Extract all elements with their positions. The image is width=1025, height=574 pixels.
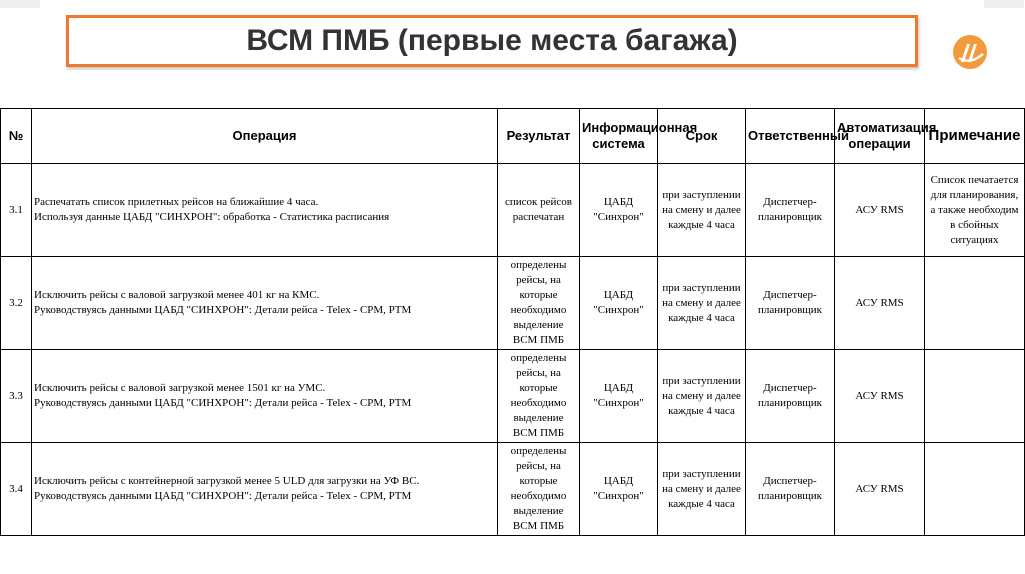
header-automation: Автоматизация операции [835,109,925,164]
row-result: определены рейсы, на которые необходимо выделение ВСМ ПМБ [498,257,580,350]
row-note: Список печатается для планирования, а также необходим в сбойных ситуациях [925,164,1025,257]
row-automation: АСУ RMS [835,350,925,443]
row-deadline: при заступлении на смену и далее каждые 4 часа [658,164,746,257]
table-row [1,443,1025,536]
header-operation: Операция [32,109,498,164]
row-result: определены рейсы, на которые необходимо выделение ВСМ ПМБ [498,350,580,443]
row-result: список рейсов распечатан [498,164,580,257]
row-num: 3.3 [1,350,32,443]
header-num: № [1,109,32,164]
row-responsible: Диспетчер-планировщик [746,443,835,536]
table-header-row [1,109,1025,164]
slide-title: ВСМ ПМБ (первые места багажа) [246,24,738,57]
row-info-system: ЦАБД "Синхрон" [580,164,658,257]
operation-line: Исключить рейсы с валовой загрузкой менее 401 кг на КМС. [34,289,320,301]
row-info-system: ЦАБД "Синхрон" [580,257,658,350]
operations-table [0,108,1025,536]
operation-line: Используя данные ЦАБД "СИНХРОН": обработка - Статистика расписания [34,211,390,223]
company-logo-icon [950,32,990,72]
row-operation [32,257,498,350]
operation-line: Руководствуясь данными ЦАБД "СИНХРОН": Детали рейса - Telex - CPM, PTM [34,490,412,502]
row-note [925,257,1025,350]
row-note [925,443,1025,536]
row-automation: АСУ RMS [835,257,925,350]
row-operation [32,443,498,536]
row-responsible: Диспетчер-планировщик [746,164,835,257]
operation-line: Распечатать список прилетных рейсов на ближайшие 4 часа. [34,196,319,208]
row-automation: АСУ RMS [835,443,925,536]
row-info-system: ЦАБД "Синхрон" [580,443,658,536]
row-num: 3.4 [1,443,32,536]
row-deadline: при заступлении на смену и далее каждые 4 часа [658,350,746,443]
header-info-system: Информационная система [580,109,658,164]
header-responsible: Ответственный [746,109,835,164]
operation-line: Исключить рейсы с валовой загрузкой менее 1501 кг на УМС. [34,382,326,394]
table-row [1,350,1025,443]
operation-line: Руководствуясь данными ЦАБД "СИНХРОН": Детали рейса - Telex - CPM, PTM [34,397,412,409]
row-info-system: ЦАБД "Синхрон" [580,350,658,443]
row-responsible: Диспетчер-планировщик [746,257,835,350]
row-num: 3.2 [1,257,32,350]
header-result: Результат [498,109,580,164]
row-automation: АСУ RMS [835,164,925,257]
row-deadline: при заступлении на смену и далее каждые 4 часа [658,443,746,536]
top-decor-left [0,0,40,8]
row-result: определены рейсы, на которые необходимо выделение ВСМ ПМБ [498,443,580,536]
row-num: 3.1 [1,164,32,257]
table-row [1,257,1025,350]
row-operation [32,350,498,443]
table-row [1,164,1025,257]
row-deadline: при заступлении на смену и далее каждые 4 часа [658,257,746,350]
row-note [925,350,1025,443]
header-note: Примечание [925,109,1025,164]
title-box [66,15,918,67]
row-operation [32,164,498,257]
operation-line: Исключить рейсы с контейнерной загрузкой менее 5 ULD для загрузки на УФ ВС. [34,475,420,487]
header-deadline: Срок [658,109,746,164]
row-responsible: Диспетчер-планировщик [746,350,835,443]
operation-line: Руководствуясь данными ЦАБД "СИНХРОН": Детали рейса - Telex - CPM, PTM [34,304,412,316]
top-decor-right [984,0,1024,8]
